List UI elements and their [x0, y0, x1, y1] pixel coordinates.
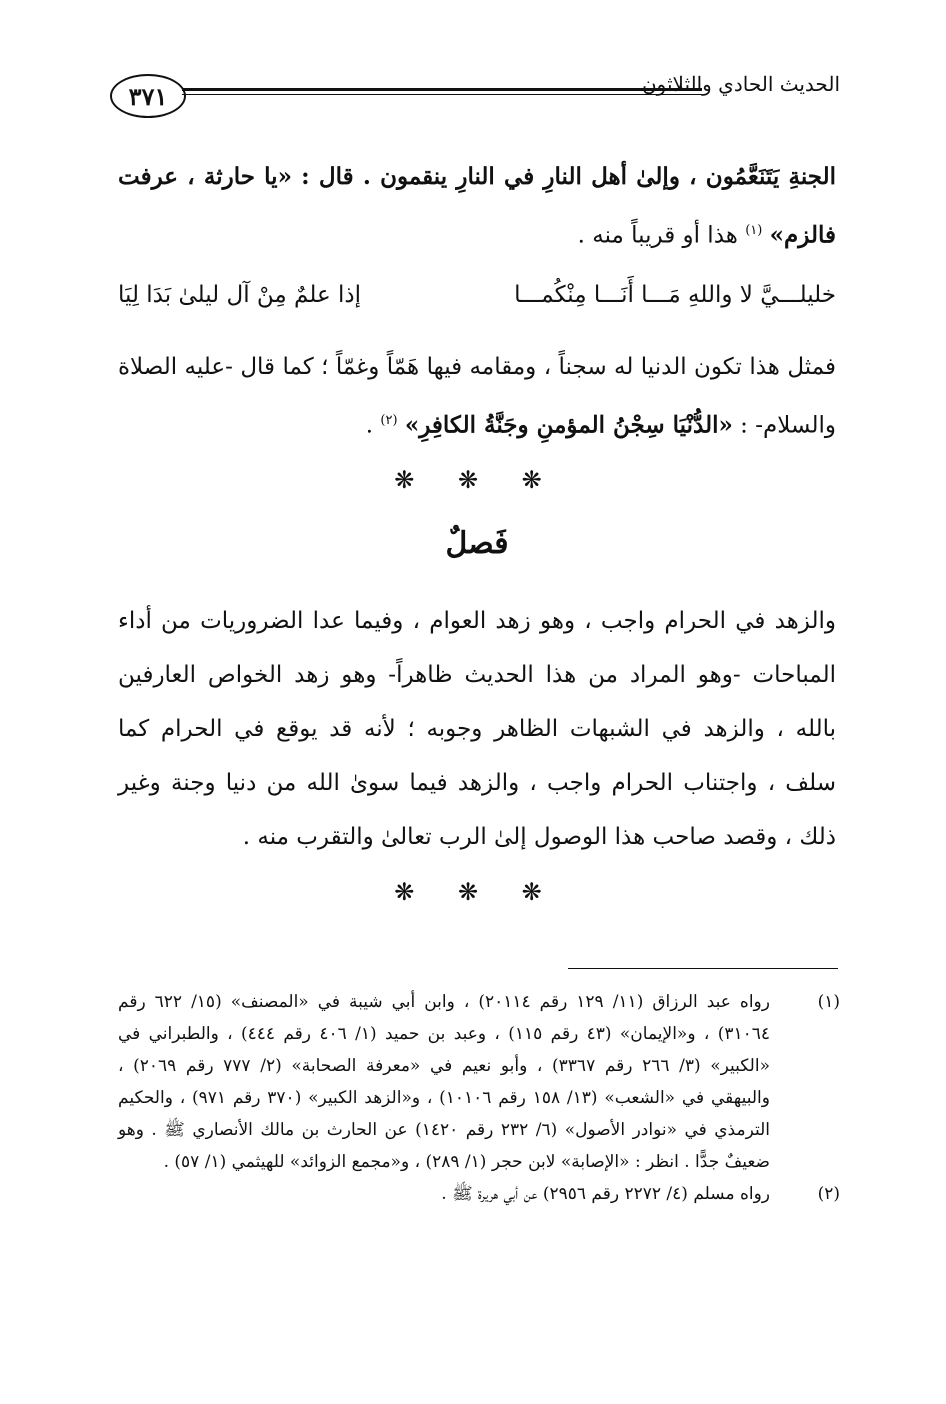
- hadith-paragraph: [118, 340, 836, 453]
- footnote-2: [118, 1178, 840, 1210]
- section-title: فَصلٌ: [445, 526, 509, 561]
- footnote-rule: [568, 968, 838, 969]
- intro-bold-text: الجنةِ يَتَنَعَّمُون ، وإلىٰ أهل النارِ في النارِ ينقمون . قال : «يا حارثة ، عرفت فالزم»: [118, 163, 836, 249]
- footnote-text: رواه عبد الرزاق (١١/ ١٢٩ رقم ٢٠١١٤) ، وابن أبي شيبة في «المصنف» (١٥/ ٦٢٢ رقم ٣١٠٦٤) ، و«الإيمان» (٤٣ رقم ١١٥) ، وعبد بن حميد (١/ ٤٠٦ رقم ٤٤٤) ، والطبراني في «الكبير» (٣/ ٢٦٦ رقم ٣٣٦٧) ، وأبو نعيم في «معرفة الصحابة» (٢/ ٧٧٧ رقم ٢٠٦٩) ، والبيهقي في «الشعب» (١٣/ ١٥٨ رقم ١٠١٠٦) ، و«الزهد الكبير» (٣٧٠ رقم ٩٧١) ، والحكيم الترمذي في «نوادر الأصول» (٦/ ٢٣٢ رقم ١٤٢٠) عن الحارث بن مالك الأنصاري ﷺ . وهو ضعيفٌ جدًّا . انظر : «الإصابة» لابن حجر (١/ ٢٨٩) ، و«مجمع الزوائد» للهيثمي (١/ ٥٧) .: [118, 992, 770, 1172]
- running-title: الحديث الحادي والثلاثون: [641, 72, 840, 96]
- hadith-tail: .: [365, 412, 374, 439]
- hadith-intro-text: فمثل هذا تكون الدنيا له سجناً ، ومقامه فيها هَمّاً وغمّاً ؛ كما قال -عليه الصلاة والسلام- :: [118, 354, 836, 439]
- verse-second-hemistich: إذا علمٌ مِنْ آل ليلىٰ بَدَا لِيَا: [118, 282, 362, 308]
- footnote-text: رواه مسلم (٤/ ٢٢٧٢ رقم ٢٩٥٦) عن أبي هريرة ﷺ .: [441, 1184, 770, 1204]
- page-header: [110, 66, 840, 122]
- section-text: والزهد في الحرام واجب ، وهو زهد العوام ، وفيما عدا الضروريات من أداء المباحات -وهو المراد من هذا الحديث ظاهراً- وهو زهد الخواص العارفين بالله ، والزهد في الشبهات الظاهر وجوبه ؛ لأنه قد يوقع في الحرام كما سلف ، واجتناب الحرام واجب ، والزهد فيما سوىٰ الله من دنيا وجنة وغير ذلك ، وقصد صاحب هذا الوصول إلىٰ الرب تعالىٰ والتقرب منه .: [118, 608, 836, 850]
- separator-stars-bottom: ❋ ❋ ❋: [394, 878, 560, 906]
- header-rule: [182, 88, 702, 98]
- intro-tail: هذا أو قريباً منه .: [577, 222, 738, 249]
- verse-first-hemistich: خليلـــيَّ لا واللهِ مَـــا أَنَـــا مِنْكُمـــا: [514, 282, 836, 308]
- page-number: ٣٧١: [110, 74, 186, 118]
- footnote-number: (٢): [817, 1184, 840, 1204]
- section-paragraph: [118, 594, 836, 864]
- footnote-1: [118, 986, 840, 1178]
- footnote-ref-1: (١): [745, 223, 763, 238]
- separator-stars-top: ❋ ❋ ❋: [394, 466, 560, 494]
- hadith-quote: «الدُّنْيَا سِجْنُ المؤمنِ وجَنَّةُ الكافِرِ»: [404, 411, 733, 439]
- intro-paragraph: [118, 150, 836, 263]
- footnotes: [118, 986, 840, 1210]
- footnote-ref-2: (٢): [380, 413, 398, 428]
- footnote-number: (١): [817, 992, 840, 1012]
- poetry-verse: [118, 268, 836, 322]
